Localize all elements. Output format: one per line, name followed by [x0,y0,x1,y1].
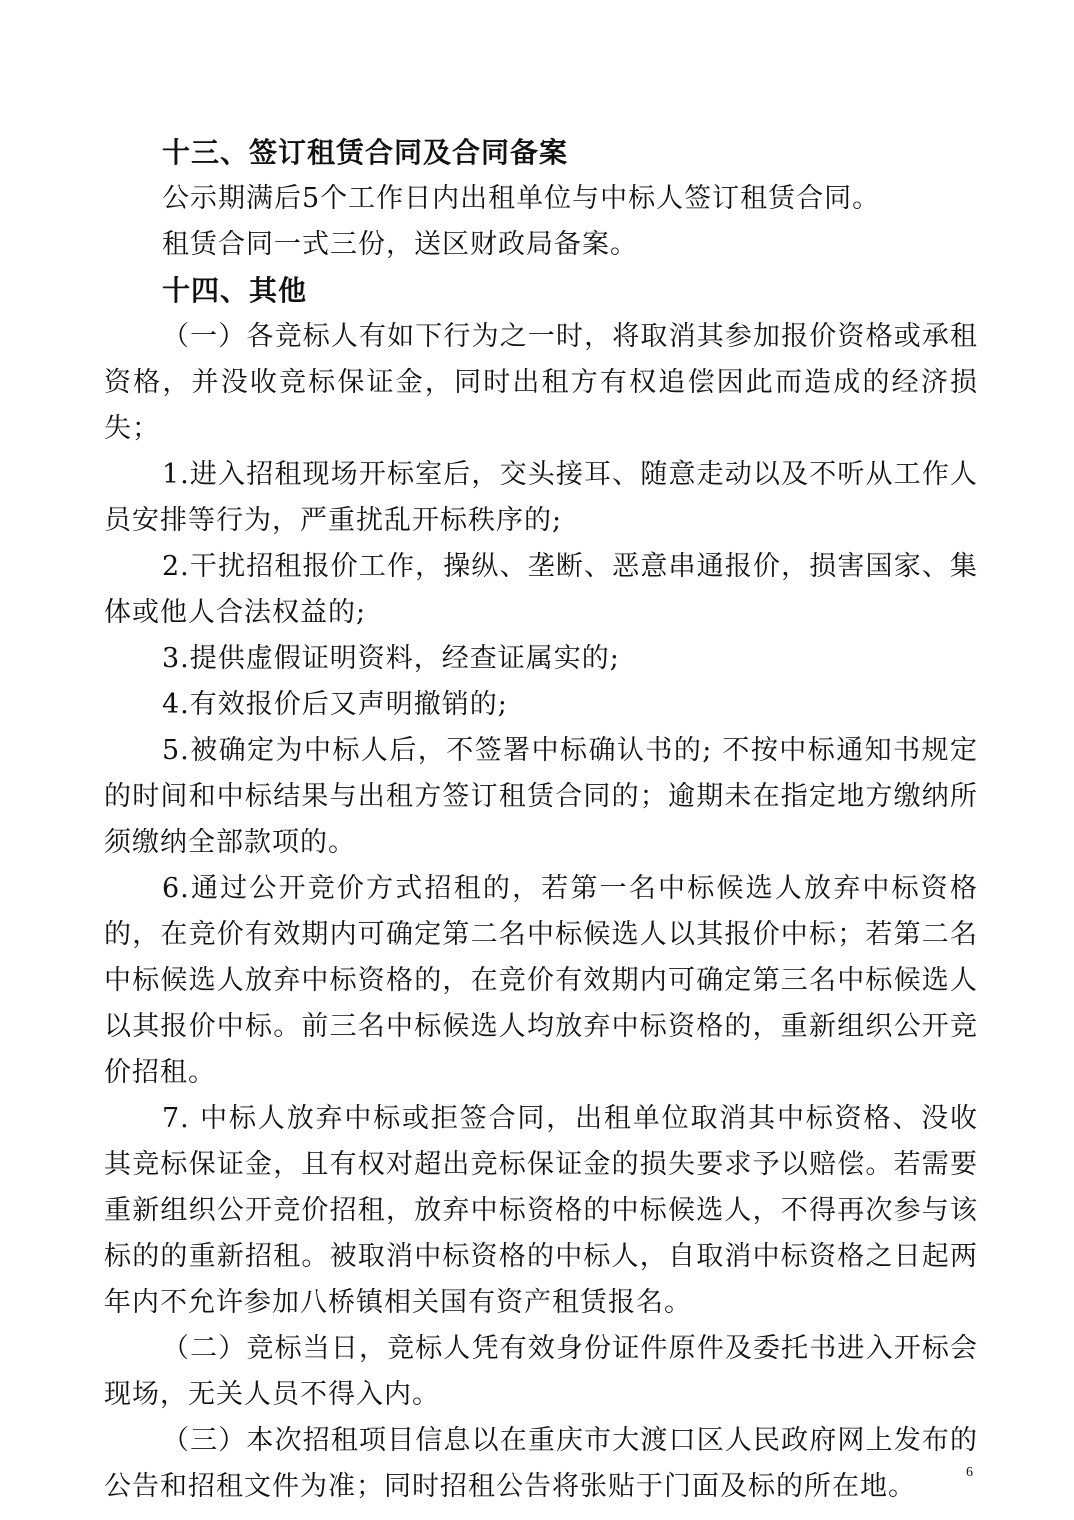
section-14-item-7: 7. 中标人放弃中标或拒签合同，出租单位取消其中标资格、没收其竞标保证金，且有权对超出竞标保证金的损失要求予以赔偿。若需要重新组织公开竞价招租，放弃中标资格的中标候选人，不得再次参与该标的的重新招租。被取消中标资格的中标人，自取消中标资格之日起两年内不允许参加八桥镇相关国有资产租赁报名。 [104,1103,978,1318]
section-14-heading: 十四、其他 [162,274,308,307]
section-14-item-4: 4.有效报价后又声明撤销的; [162,689,508,720]
section-13-heading: 十三、签订租赁合同及合同备案 [162,136,569,169]
section-14-item-6: 6.通过公开竞价方式招租的，若第一名中标候选人放弃中标资格的，在竞价有效期内可确定第二名中标候选人以其报价中标；若第二名中标候选人放弃中标资格的，在竞价有效期内可确定第三名中标候选人以其报价中标。前三名中标候选人均放弃中标资格的，重新组织公开竞价招租。 [104,873,978,1088]
page-number: 6 [966,1465,973,1480]
section-13-paragraph-1: 公示期满后5个工作日内出租单位与中标人签订租赁合同。 [162,183,881,214]
section-14-clause-3: （三）本次招租项目信息以在重庆市大渡口区人民政府网上发布的公告和招租文件为准；同时招租公告将张贴于门面及标的所在地。 [104,1425,978,1502]
section-14-clause-2: （二）竞标当日，竞标人凭有效身份证件原件及委托书进入开标会现场，无关人员不得入内。 [104,1333,978,1410]
section-14-item-1: 1.进入招租现场开标室后，交头接耳、随意走动以及不听从工作人员安排等行为，严重扰乱开标秩序的; [104,459,978,536]
section-14-item-5: 5.被确定为中标人后，不签署中标确认书的; 不按中标通知书规定的时间和中标结果与出租方签订租赁合同的；逾期未在指定地方缴纳所须缴纳全部款项的。 [104,735,978,858]
section-13-paragraph-2: 租赁合同一式三份，送区财政局备案。 [162,229,638,260]
section-14-item-3: 3.提供虚假证明资料，经查证属实的; [162,643,620,674]
section-14-clause-1: （一）各竞标人有如下行为之一时，将取消其参加报价资格或承租资格，并没收竞标保证金，同时出租方有权追偿因此而造成的经济损失； [104,321,978,444]
document-body [104,130,978,1510]
section-14-item-2: 2.干扰招租报价工作，操纵、垄断、恶意串通报价，损害国家、集体或他人合法权益的; [104,551,978,628]
